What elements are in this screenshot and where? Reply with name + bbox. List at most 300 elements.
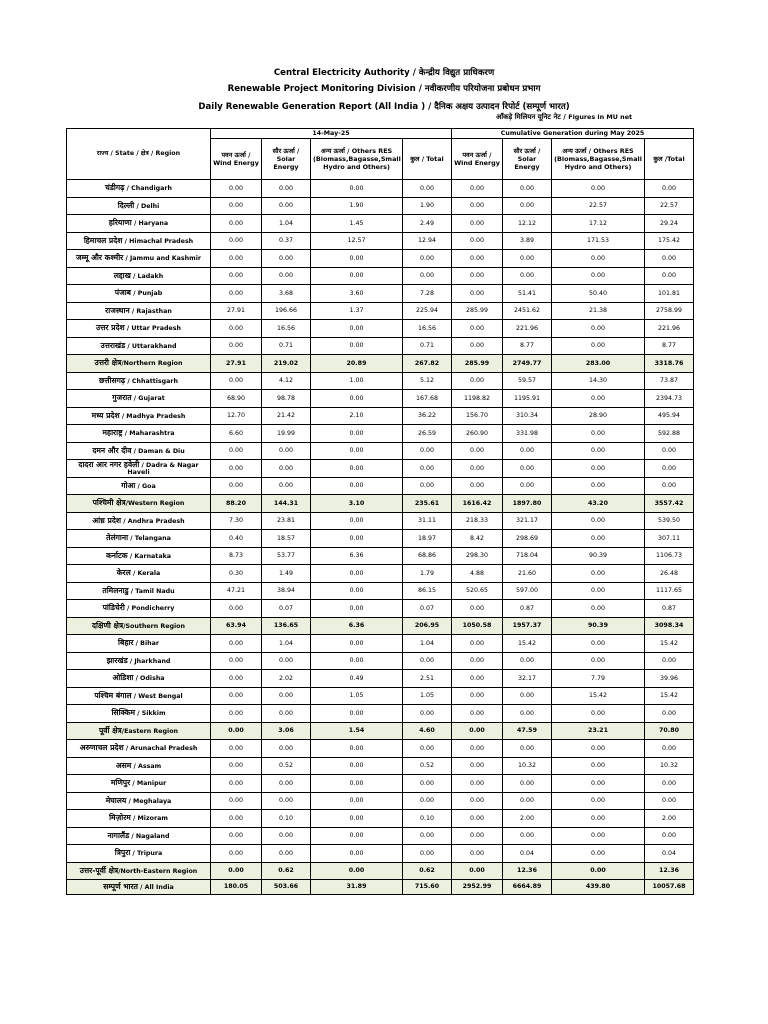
value-cell: 39.96 (645, 670, 694, 688)
table-row (67, 687, 694, 705)
value-cell: 0.52 (403, 757, 452, 775)
value-cell: 285.99 (452, 355, 503, 373)
value-cell: 2.00 (503, 810, 552, 828)
region-name-english: / Jammu and Kashmir (123, 255, 201, 263)
region-name-english: / Arunachal Pradesh (123, 745, 198, 753)
value-cell: 167.68 (403, 390, 452, 408)
region-name-hindi: राजस्थान (105, 305, 130, 315)
region-name-cell (67, 687, 211, 705)
value-cell: 16.56 (262, 320, 311, 338)
value-cell: 0.10 (403, 810, 452, 828)
region-name-english: / Himachal Pradesh (122, 237, 194, 245)
region-name-hindi: गोआ (121, 480, 136, 490)
region-name-english: /Southern Region (123, 622, 185, 630)
value-cell: 0.62 (403, 862, 452, 880)
region-name-english: / Mizoram (130, 815, 168, 823)
region-name-hindi: महाराष्ट्र (102, 428, 123, 438)
region-name-hindi: छत्तीसगढ़ (98, 375, 126, 385)
value-cell: 6664.89 (503, 880, 552, 895)
value-cell: 101.81 (645, 285, 694, 303)
value-cell: 0.00 (403, 652, 452, 670)
region-name-english: / Uttarakhand (125, 342, 177, 350)
region-name-hindi: लद्दाख (113, 270, 131, 280)
units-note (496, 113, 632, 122)
region-row (67, 495, 694, 513)
region-name-hindi: सिक्किम (111, 708, 136, 718)
value-cell: 0.00 (211, 635, 262, 653)
value-cell: 0.00 (645, 250, 694, 268)
generation-table (66, 128, 694, 895)
value-cell: 3.68 (262, 285, 311, 303)
value-cell: 1198.82 (452, 390, 503, 408)
value-cell: 59.57 (503, 372, 552, 390)
value-cell: 235.61 (403, 495, 452, 513)
value-cell: 0.00 (503, 180, 552, 198)
value-cell: 156.70 (452, 407, 503, 425)
region-name-english: / Ladakh (130, 272, 164, 280)
value-cell: 0.00 (452, 460, 503, 478)
region-name-cell (67, 582, 211, 600)
region-name-hindi: असम (115, 760, 132, 770)
value-cell: 0.00 (452, 267, 503, 285)
table-row (67, 285, 694, 303)
region-name-hindi: मध्य प्रदेश (91, 410, 120, 420)
value-cell: 0.00 (211, 827, 262, 845)
value-cell: 0.00 (262, 845, 311, 863)
value-cell: 0.00 (452, 705, 503, 723)
value-cell: 0.00 (452, 792, 503, 810)
value-cell: 1.37 (311, 302, 403, 320)
value-cell: 0.71 (403, 337, 452, 355)
value-cell: 0.00 (452, 600, 503, 618)
value-cell: 0.00 (211, 477, 262, 495)
value-cell: 0.00 (262, 827, 311, 845)
table-row (67, 250, 694, 268)
value-cell: 0.00 (311, 530, 403, 548)
value-cell: 0.00 (503, 687, 552, 705)
value-cell: 0.00 (211, 250, 262, 268)
others-column-header: अन्य ऊर्जा / Others RES (Biomass,Bagasse,Small Hydro and Others) (311, 139, 403, 180)
value-cell: 31.89 (311, 880, 403, 895)
value-cell: 0.00 (403, 705, 452, 723)
value-cell: 285.99 (452, 302, 503, 320)
value-cell: 4.12 (262, 372, 311, 390)
value-cell: 0.00 (552, 845, 645, 863)
cum-wind-column-header: पवन ऊर्जा / Wind Energy (452, 139, 503, 180)
region-name-cell (67, 827, 211, 845)
value-cell: 4.60 (403, 722, 452, 740)
table-row (67, 670, 694, 688)
region-name-cell (67, 180, 211, 198)
report-authority-title: Central Electricity Authority / केन्द्रीय विद्युत प्राधिकरण (273, 68, 495, 78)
value-cell: 0.00 (211, 810, 262, 828)
value-cell: 0.00 (262, 740, 311, 758)
region-name-cell (67, 407, 211, 425)
region-name-cell (67, 845, 211, 863)
value-cell: 2451.62 (503, 302, 552, 320)
value-cell: 225.94 (403, 302, 452, 320)
value-cell: 0.00 (552, 442, 645, 460)
value-cell: 0.00 (311, 442, 403, 460)
value-cell: 12.36 (503, 862, 552, 880)
value-cell: 0.87 (503, 600, 552, 618)
region-name-cell (67, 775, 211, 793)
value-cell: 0.00 (311, 320, 403, 338)
value-cell: 0.00 (452, 740, 503, 758)
total-column-header: कुल / Total (403, 139, 452, 180)
table-row (67, 705, 694, 723)
region-name-cell (67, 232, 211, 250)
value-cell: 144.31 (262, 495, 311, 513)
region-name-cell (67, 705, 211, 723)
table-row (67, 827, 694, 845)
region-name-hindi: दमन और दीव (92, 445, 132, 455)
value-cell: 12.12 (503, 215, 552, 233)
value-cell: 310.34 (503, 407, 552, 425)
table-row (67, 530, 694, 548)
region-name-hindi: मिज़ोरम (109, 813, 131, 823)
value-cell: 2758.99 (645, 302, 694, 320)
value-cell: 27.91 (211, 355, 262, 373)
region-name-english: / Dadra & Nagar Haveli (127, 461, 199, 476)
value-cell: 260.90 (452, 425, 503, 443)
value-cell: 2.02 (262, 670, 311, 688)
table-row (67, 390, 694, 408)
value-cell: 0.00 (452, 215, 503, 233)
value-cell: 0.00 (552, 337, 645, 355)
region-name-hindi: पूर्वी क्षेत्र (98, 725, 122, 735)
region-name-cell (67, 372, 211, 390)
value-cell: 0.00 (262, 460, 311, 478)
value-cell: 0.00 (452, 320, 503, 338)
wind-column-header: पवन ऊर्जा / Wind Energy (211, 139, 262, 180)
region-name-hindi: गुजरात (112, 393, 132, 403)
value-cell: 0.00 (503, 827, 552, 845)
region-name-hindi: हिमाचल प्रदेश (83, 235, 123, 245)
value-cell: 1897.80 (503, 495, 552, 513)
region-name-cell (67, 495, 211, 513)
value-cell: 2.51 (403, 670, 452, 688)
value-cell: 0.00 (645, 775, 694, 793)
value-cell: 0.00 (211, 215, 262, 233)
solar-column-header: सौर ऊर्जा / Solar Energy (262, 139, 311, 180)
value-cell: 90.39 (552, 547, 645, 565)
value-cell: 0.00 (452, 477, 503, 495)
value-cell: 6.60 (211, 425, 262, 443)
region-name-hindi: उत्तर प्रदेश (95, 323, 125, 333)
value-cell: 3.89 (503, 232, 552, 250)
value-cell: 0.00 (503, 740, 552, 758)
value-cell: 0.00 (552, 460, 645, 478)
region-name-cell (67, 512, 211, 530)
value-cell: 0.00 (262, 687, 311, 705)
value-cell: 0.00 (211, 705, 262, 723)
value-cell: 1.90 (311, 197, 403, 215)
value-cell: 0.00 (211, 320, 262, 338)
value-cell: 0.00 (262, 180, 311, 198)
region-name-hindi: पश्चिम बंगाल (94, 690, 132, 700)
value-cell: 0.00 (552, 477, 645, 495)
all-india-row (67, 880, 694, 895)
table-row (67, 180, 694, 198)
value-cell: 1.45 (311, 215, 403, 233)
region-name-english: / Chhattisgarh (125, 377, 179, 385)
value-cell: 2.10 (311, 407, 403, 425)
table-row (67, 302, 694, 320)
region-name-hindi: नागालैंड (107, 830, 130, 840)
value-cell: 0.00 (262, 477, 311, 495)
region-name-cell (67, 302, 211, 320)
region-name-hindi: दक्षिणी क्षेत्र (92, 620, 124, 630)
value-cell: 0.00 (403, 740, 452, 758)
table-row (67, 635, 694, 653)
value-cell: 495.94 (645, 407, 694, 425)
region-name-hindi: दिल्ली (117, 200, 135, 210)
value-cell: 7.79 (552, 670, 645, 688)
value-cell: 0.37 (262, 232, 311, 250)
value-cell: 20.89 (311, 355, 403, 373)
region-name-cell (67, 757, 211, 775)
value-cell: 0.00 (403, 442, 452, 460)
region-name-hindi: हरियाणा (108, 218, 132, 228)
state-column-header: राज्य / State / क्षेत्र / Region (67, 129, 211, 180)
value-cell: 23.81 (262, 512, 311, 530)
value-cell: 0.00 (645, 740, 694, 758)
value-cell: 0.00 (211, 285, 262, 303)
value-cell: 0.00 (552, 390, 645, 408)
region-name-cell (67, 565, 211, 583)
value-cell: 15.42 (645, 635, 694, 653)
region-name-cell (67, 250, 211, 268)
region-name-cell (67, 635, 211, 653)
value-cell: 3.06 (262, 722, 311, 740)
region-name-english: / Kerala (130, 570, 161, 578)
region-name-hindi: जम्मू और कश्मीर (76, 253, 124, 263)
table-row (67, 460, 694, 478)
value-cell: 0.00 (211, 197, 262, 215)
value-cell: 221.96 (503, 320, 552, 338)
value-cell: 0.00 (452, 810, 503, 828)
value-cell: 43.20 (552, 495, 645, 513)
value-cell: 0.00 (403, 775, 452, 793)
value-cell: 28.90 (552, 407, 645, 425)
value-cell: 29.24 (645, 215, 694, 233)
table-row (67, 652, 694, 670)
region-name-hindi: पंजाब (114, 288, 132, 298)
value-cell: 1957.37 (503, 617, 552, 635)
region-name-english: / Sikkim (135, 710, 166, 718)
region-name-hindi: तेलंगाना (106, 533, 129, 543)
value-cell: 715.60 (403, 880, 452, 895)
value-cell: 0.52 (262, 757, 311, 775)
value-cell: 36.22 (403, 407, 452, 425)
region-name-english: / Telangana (128, 535, 171, 543)
value-cell: 1050.58 (452, 617, 503, 635)
region-name-english: / Manipur (130, 780, 167, 788)
value-cell: 0.00 (503, 652, 552, 670)
value-cell: 539.50 (645, 512, 694, 530)
value-cell: 22.57 (645, 197, 694, 215)
value-cell: 171.53 (552, 232, 645, 250)
region-name-cell (67, 530, 211, 548)
region-name-hindi: त्रिपुरा (114, 848, 131, 858)
value-cell: 10.32 (503, 757, 552, 775)
value-cell: 718.04 (503, 547, 552, 565)
value-cell: 0.00 (552, 267, 645, 285)
value-cell: 0.00 (311, 390, 403, 408)
value-cell: 0.00 (645, 705, 694, 723)
region-name-hindi: पश्चिमी क्षेत्र (92, 498, 126, 508)
value-cell: 0.00 (452, 670, 503, 688)
value-cell: 73.87 (645, 372, 694, 390)
value-cell: 298.69 (503, 530, 552, 548)
region-name-cell (67, 267, 211, 285)
table-row (67, 600, 694, 618)
value-cell: 0.00 (552, 810, 645, 828)
value-cell: 0.00 (211, 180, 262, 198)
region-row (67, 722, 694, 740)
value-cell: 0.00 (503, 460, 552, 478)
value-cell: 1.05 (311, 687, 403, 705)
region-name-cell (67, 320, 211, 338)
region-name-english: / Haryana (131, 220, 169, 228)
table-row (67, 197, 694, 215)
value-cell: 1117.65 (645, 582, 694, 600)
value-cell: 1.04 (262, 215, 311, 233)
value-cell: 0.00 (262, 792, 311, 810)
value-cell: 0.00 (552, 180, 645, 198)
region-name-hindi: दादरा आर नगर हवेली (78, 459, 140, 469)
region-name-hindi: उत्तरी क्षेत्र (94, 358, 122, 368)
value-cell: 0.00 (452, 197, 503, 215)
report-division-title: Renewable Project Monitoring Division / नवीकरणीय परियोजना प्रबोधन प्रभाग (227, 84, 541, 94)
value-cell: 0.00 (262, 705, 311, 723)
value-cell: 50.40 (552, 285, 645, 303)
region-name-cell (67, 652, 211, 670)
region-name-cell (67, 442, 211, 460)
region-name-hindi: सम्पूर्ण भारत (103, 882, 138, 891)
value-cell: 0.00 (311, 810, 403, 828)
value-cell: 0.00 (645, 460, 694, 478)
value-cell: 1.04 (262, 635, 311, 653)
region-name-english: / Tamil Nadu (128, 587, 175, 595)
table-row (67, 792, 694, 810)
value-cell: 267.82 (403, 355, 452, 373)
value-cell: 0.00 (552, 320, 645, 338)
value-cell: 0.00 (552, 862, 645, 880)
value-cell: 31.11 (403, 512, 452, 530)
region-name-english: / West Bengal (131, 692, 183, 700)
value-cell: 1.90 (403, 197, 452, 215)
value-cell: 0.00 (311, 757, 403, 775)
value-cell: 0.00 (503, 775, 552, 793)
value-cell: 206.95 (403, 617, 452, 635)
value-cell: 26.59 (403, 425, 452, 443)
value-cell: 0.00 (211, 337, 262, 355)
value-cell: 0.04 (503, 845, 552, 863)
value-cell: 0.00 (311, 337, 403, 355)
value-cell: 70.80 (645, 722, 694, 740)
value-cell: 0.00 (311, 600, 403, 618)
region-row (67, 617, 694, 635)
value-cell: 0.00 (311, 565, 403, 583)
value-cell: 1.49 (262, 565, 311, 583)
value-cell: 0.00 (552, 530, 645, 548)
value-cell: 12.36 (645, 862, 694, 880)
value-cell: 15.42 (552, 687, 645, 705)
value-cell: 0.00 (645, 180, 694, 198)
value-cell: 4.88 (452, 565, 503, 583)
region-name-hindi: ओडिशा (112, 673, 134, 683)
value-cell: 0.00 (452, 635, 503, 653)
value-cell: 0.00 (452, 337, 503, 355)
region-name-hindi: मेघालय (105, 795, 127, 805)
value-cell: 0.00 (262, 250, 311, 268)
value-cell: 7.30 (211, 512, 262, 530)
region-name-cell (67, 477, 211, 495)
value-cell: 0.00 (311, 862, 403, 880)
value-cell: 0.00 (211, 460, 262, 478)
value-cell: 0.71 (262, 337, 311, 355)
value-cell: 0.00 (452, 775, 503, 793)
value-cell: 0.00 (503, 267, 552, 285)
value-cell: 0.00 (503, 705, 552, 723)
value-cell: 0.00 (552, 600, 645, 618)
value-cell: 321.17 (503, 512, 552, 530)
value-cell: 0.00 (552, 652, 645, 670)
value-cell: 0.00 (211, 372, 262, 390)
value-cell: 0.00 (311, 180, 403, 198)
value-cell: 0.00 (552, 827, 645, 845)
table-row (67, 845, 694, 863)
value-cell: 3.10 (311, 495, 403, 513)
value-cell: 307.11 (645, 530, 694, 548)
value-cell: 0.00 (645, 652, 694, 670)
value-cell: 0.00 (503, 477, 552, 495)
value-cell: 0.00 (311, 267, 403, 285)
value-cell: 0.00 (552, 512, 645, 530)
table-row (67, 512, 694, 530)
value-cell: 0.00 (211, 862, 262, 880)
value-cell: 2.49 (403, 215, 452, 233)
value-cell: 0.00 (552, 425, 645, 443)
value-cell: 12.57 (311, 232, 403, 250)
value-cell: 2749.77 (503, 355, 552, 373)
value-cell: 0.00 (452, 180, 503, 198)
region-name-english: / Madhya Pradesh (119, 412, 186, 420)
table-row (67, 337, 694, 355)
value-cell: 3557.42 (645, 495, 694, 513)
value-cell: 18.57 (262, 530, 311, 548)
value-cell: 0.00 (645, 792, 694, 810)
region-name-english: / Daman & Diu (131, 447, 185, 455)
value-cell: 0.00 (452, 232, 503, 250)
region-name-english: / Maharashtra (122, 430, 175, 438)
value-cell: 0.00 (211, 600, 262, 618)
value-cell: 1.05 (403, 687, 452, 705)
value-cell: 0.00 (262, 775, 311, 793)
value-cell: 0.00 (311, 635, 403, 653)
region-name-english: / Punjab (131, 290, 163, 298)
region-name-hindi: मणिपुर (110, 778, 131, 788)
value-cell: 0.00 (211, 722, 262, 740)
value-cell: 0.00 (452, 372, 503, 390)
region-name-hindi: तमिलनाडु (102, 585, 129, 595)
value-cell: 18.97 (403, 530, 452, 548)
table-row (67, 232, 694, 250)
value-cell: 0.00 (311, 775, 403, 793)
value-cell: 180.05 (211, 880, 262, 895)
